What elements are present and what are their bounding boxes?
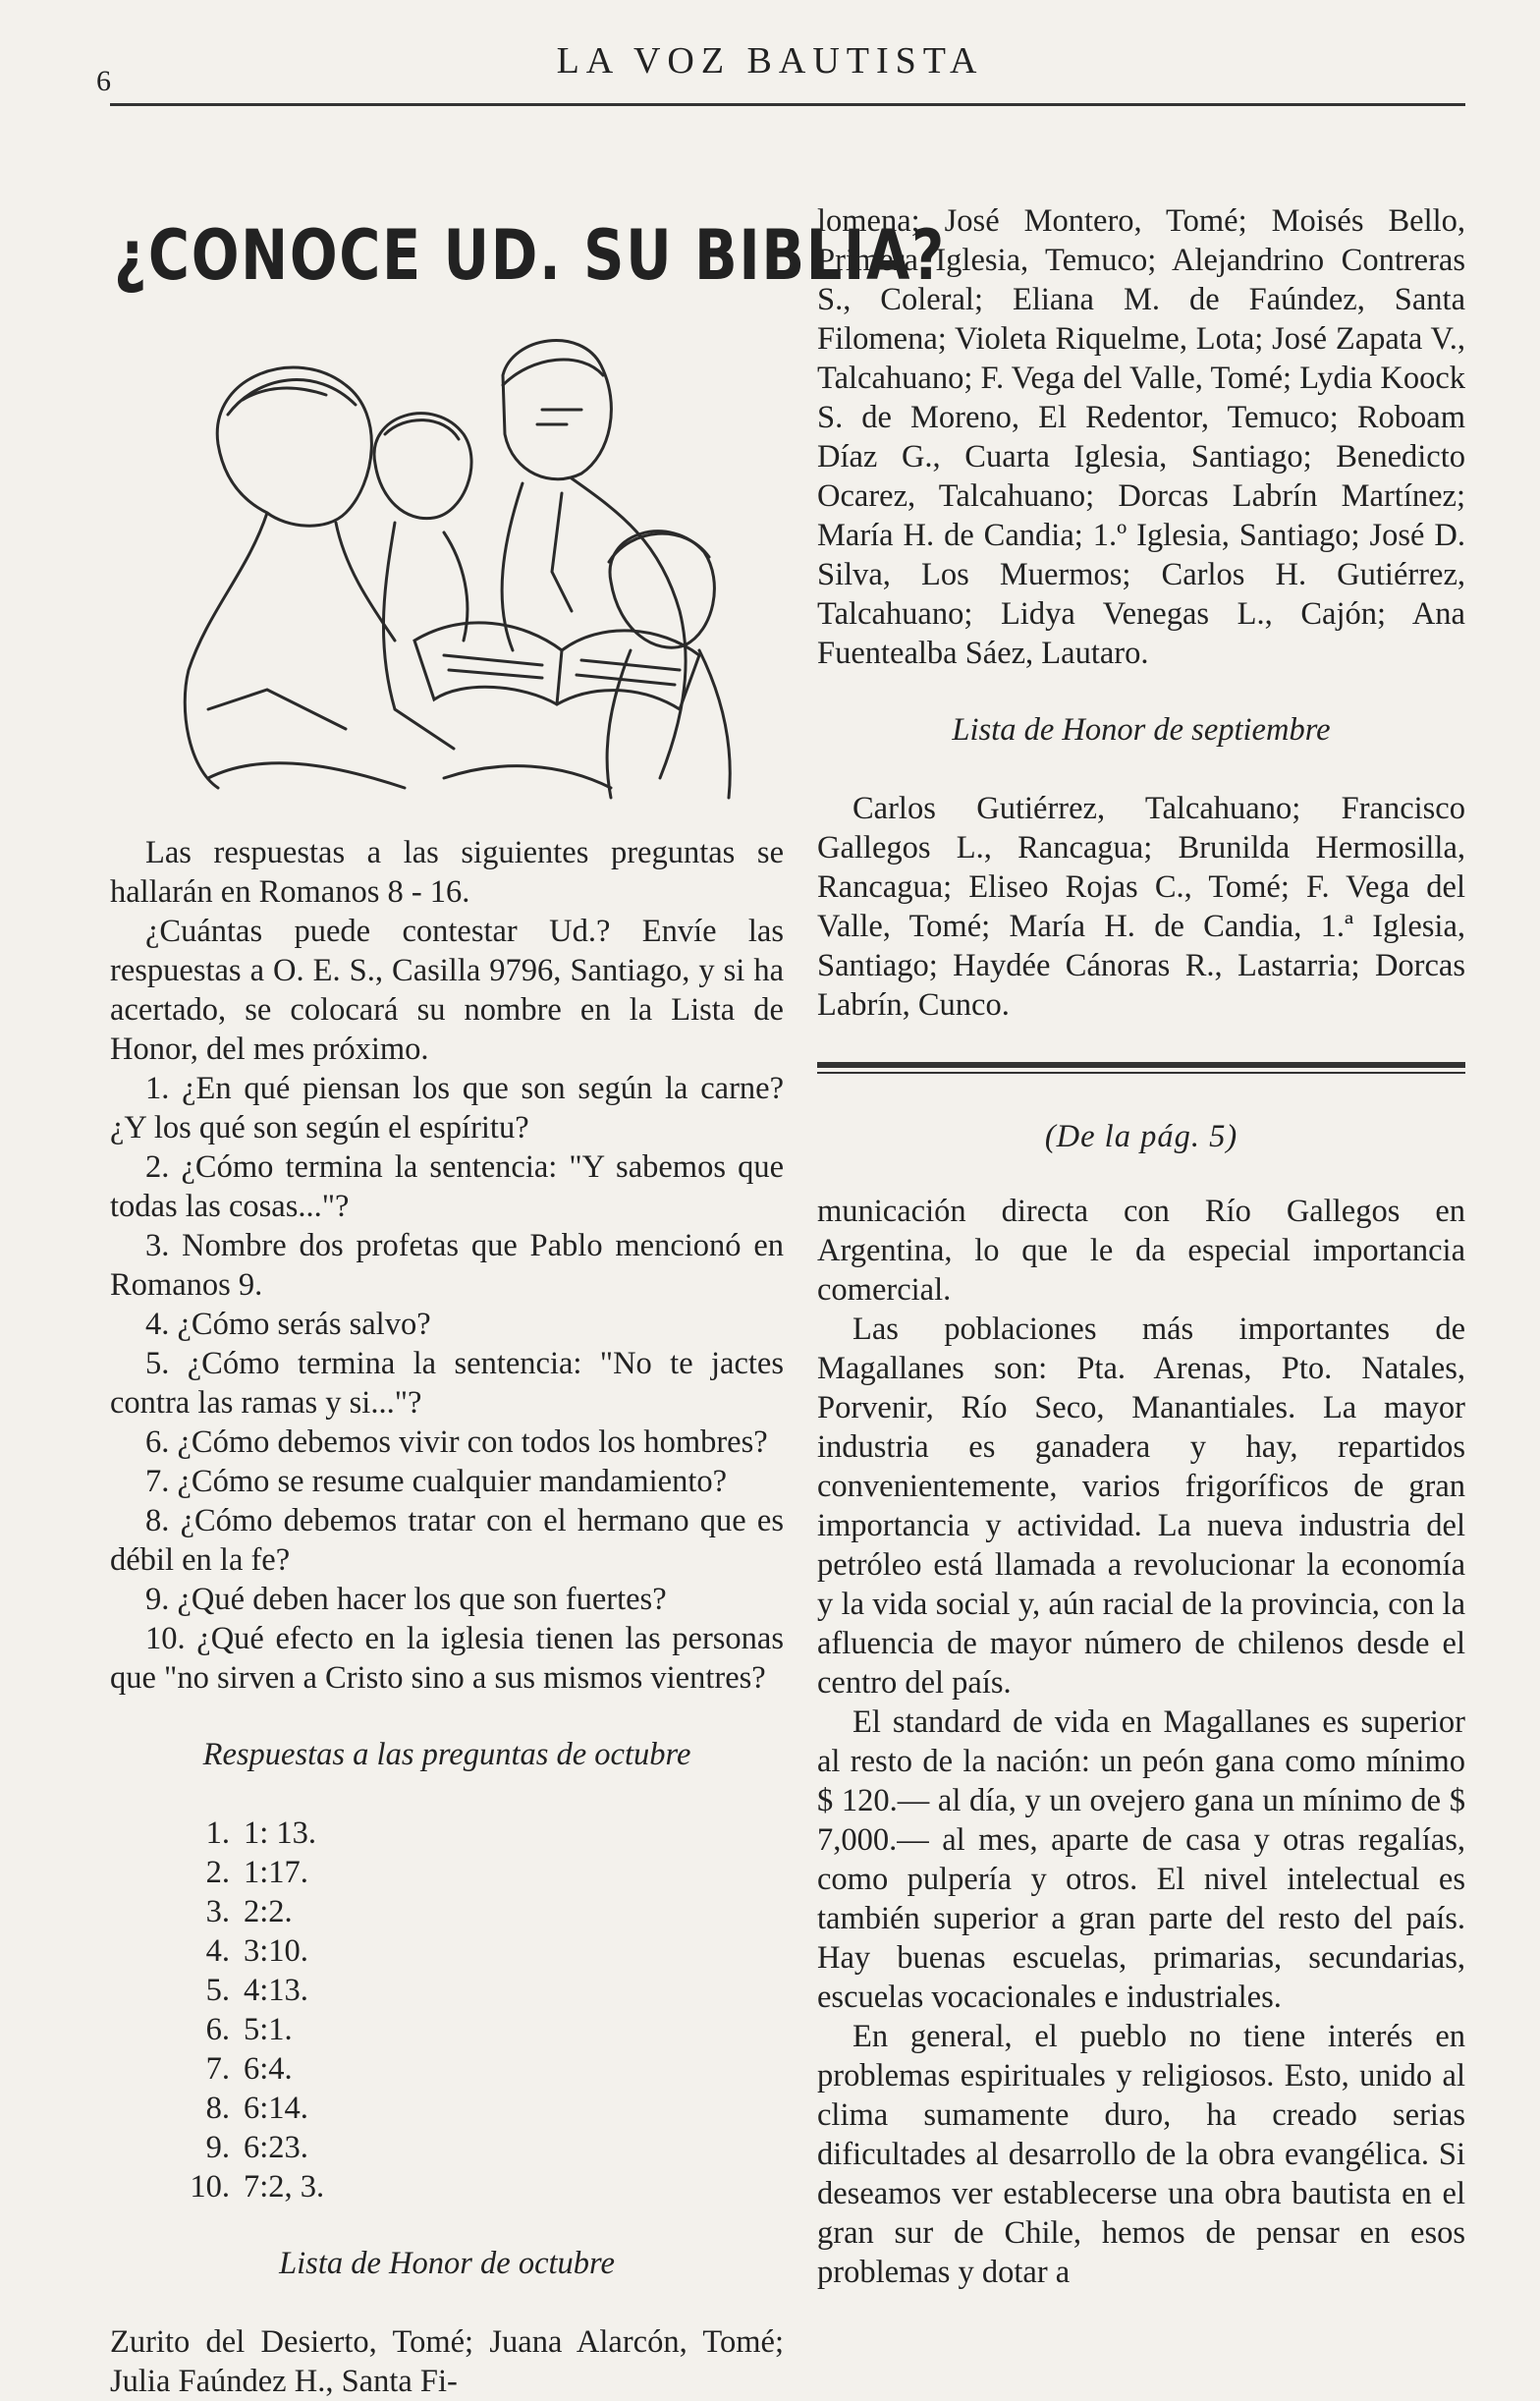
answer-number: 3. xyxy=(205,1894,230,1929)
answer-number: 8. xyxy=(205,2091,230,2126)
answer-number: 7. xyxy=(205,2051,230,2087)
question-6: 6. ¿Cómo debemos vivir con todos los hombres? xyxy=(145,1424,768,1460)
answer-number: 2. xyxy=(205,1855,230,1890)
family-reading-bible-illustration xyxy=(149,316,748,808)
honor-october-list-part2: lomena; José Montero, Tomé; Moisés Bello, Primera Iglesia, Temuco; Alejandrino Contreras S., Coleral; Eliana M. de Faúndez, Santa Filomena; Violeta Riquelme, Lota; José Zapata V., Talcahuano; F. Vega del Valle, Tomé; Lydia Koock S. de Moreno, El Redentor, Temuco; Roboam Díaz G., Cuarta Iglesia, Santiago; Benedicto Ocarez, Talcahuano; Dorcas Labrín Martínez; María H. de Candia; 1.º Iglesia, Santiago; José D. Silva, Los Muermos; Carlos H. Gutiérrez, Talcahuano; Lidya Venegas L., Cajón; Ana Fuentealba Sáez, Lautaro. xyxy=(817,203,1465,671)
answer-item xyxy=(169,1853,784,1892)
honor-september-heading: Lista de Honor de septiembre xyxy=(952,712,1331,748)
question-5: 5. ¿Cómo termina la sentencia: "No te jactes contra las ramas y si..."? xyxy=(110,1346,784,1421)
answer-item xyxy=(169,1892,784,1931)
question-2: 2. ¿Cómo termina la sentencia: "Y sabemos que todas las cosas..."? xyxy=(110,1149,784,1224)
running-title: LA VOZ BAUTISTA xyxy=(556,40,984,82)
answer-item xyxy=(169,2010,784,2049)
continuation-paragraph-2: Las poblaciones más importantes de Magallanes son: Pta. Arenas, Pto. Natales, Porvenir, Río Seco, Manantiales. La mayor industria es ganadera y hay, repartidos convenientemente, varios frigoríficos de gran importancia y actividad. La nueva industria del petróleo está llamada a revolucionar la economía y la vida social y, aún racial de la provincia, con la afluencia de mayor número de chilenos desde el centro del país. xyxy=(817,1312,1465,1701)
answer-item xyxy=(169,1931,784,1971)
article-title: ¿CONOCE UD. SU BIBLIA? xyxy=(114,215,946,296)
answer-reference: 2:2. xyxy=(244,1894,293,1929)
question-7: 7. ¿Cómo se resume cualquier mandamiento? xyxy=(145,1464,728,1499)
answer-reference: 1: 13. xyxy=(244,1815,317,1851)
answer-reference: 7:2, 3. xyxy=(244,2169,325,2205)
answer-reference: 4:13. xyxy=(244,1973,308,2008)
honor-october-heading: Lista de Honor de octubre xyxy=(279,2246,615,2281)
answers-heading: Respuestas a las preguntas de octubre xyxy=(202,1737,691,1772)
answer-number: 4. xyxy=(205,1933,230,1969)
right-column xyxy=(817,201,1465,2292)
answer-reference: 1:17. xyxy=(244,1855,308,1890)
answer-reference: 5:1. xyxy=(244,2012,293,2047)
answers-list xyxy=(169,1814,784,2206)
answer-item xyxy=(169,2167,784,2206)
answer-number: 9. xyxy=(205,2130,230,2165)
answer-item xyxy=(169,1971,784,2010)
left-column xyxy=(110,196,946,2401)
header-rule xyxy=(110,103,1465,106)
intro-paragraph-1: Las respuestas a las siguientes preguntas se hallarán en Romanos 8 - 16. xyxy=(110,835,784,910)
answer-item xyxy=(169,1814,784,1853)
answer-reference: 3:10. xyxy=(244,1933,308,1969)
answer-item xyxy=(169,2049,784,2089)
answer-number: 5. xyxy=(205,1973,230,2008)
honor-september-list: Carlos Gutiérrez, Talcahuano; Francisco Gallegos L., Rancagua; Brunilda Hermosilla, Rancagua; Eliseo Rojas C., Tomé; F. Vega del Valle, Tomé; María H. de Candia, 1.ª Iglesia, Santiago; Haydée Cánoras R., Lastarria; Dorcas Labrín, Cunco. xyxy=(817,791,1465,1023)
question-8: 8. ¿Cómo debemos tratar con el hermano que es débil en la fe? xyxy=(110,1503,784,1578)
question-10: 10. ¿Qué efecto en la iglesia tienen las personas que "no sirven a Cristo sino a sus mismos vientres? xyxy=(110,1621,784,1696)
answer-reference: 6:14. xyxy=(244,2091,308,2126)
continuation-note: (De la pág. 5) xyxy=(1044,1119,1238,1154)
answer-number: 10. xyxy=(190,2169,230,2205)
answer-number: 6. xyxy=(205,2012,230,2047)
answer-reference: 6:23. xyxy=(244,2130,308,2165)
question-4: 4. ¿Cómo serás salvo? xyxy=(145,1307,431,1342)
intro-paragraph-2: ¿Cuántas puede contestar Ud.? Envíe las respuestas a O. E. S., Casilla 9796, Santiago, y si ha acertado, se colocará su nombre en la Lista de Honor, del mes próximo. xyxy=(110,914,784,1067)
continuation-paragraph-3: El standard de vida en Magallanes es superior al resto de la nación: un peón gana como mínimo $ 120.— al día, y un ovejero gana un mínimo de $ 7,000.— al mes, aparte de casa y otras regalías, como pulpería y otros. El nivel intelectual es también superior a gran parte del resto del país. Hay buenas escuelas, primarias, secundarias, escuelas vocacionales e industriales. xyxy=(817,1704,1465,2015)
question-9: 9. ¿Qué deben hacer los que son fuertes? xyxy=(145,1582,667,1617)
page-number: 6 xyxy=(96,65,111,97)
answer-reference: 6:4. xyxy=(244,2051,293,2087)
question-1: 1. ¿En qué piensan los que son según la carne? ¿Y los qué son según el espíritu? xyxy=(110,1071,784,1145)
continuation-paragraph-1: municación directa con Río Gallegos en Argentina, lo que le da especial importancia comercial. xyxy=(817,1194,1465,1308)
section-divider xyxy=(817,1062,1465,1074)
answer-number: 1. xyxy=(205,1815,230,1851)
continuation-paragraph-4: En general, el pueblo no tiene interés en problemas espirituales y religiosos. Esto, unido al clima sumamente duro, ha creado serias dificultades al desarrollo de la obra evangélica. Si deseamos ver establecerse una obra bautista en el gran sur de Chile, hemos de pensar en esos problemas y dotar a xyxy=(817,2019,1465,2290)
question-3: 3. Nombre dos profetas que Pablo mencionó en Romanos 9. xyxy=(110,1228,784,1303)
answer-item xyxy=(169,2089,784,2128)
honor-october-list-part1: Zurito del Desierto, Tomé; Juana Alarcón, Tomé; Julia Faúndez H., Santa Fi- xyxy=(110,2324,784,2399)
answer-item xyxy=(169,2128,784,2167)
